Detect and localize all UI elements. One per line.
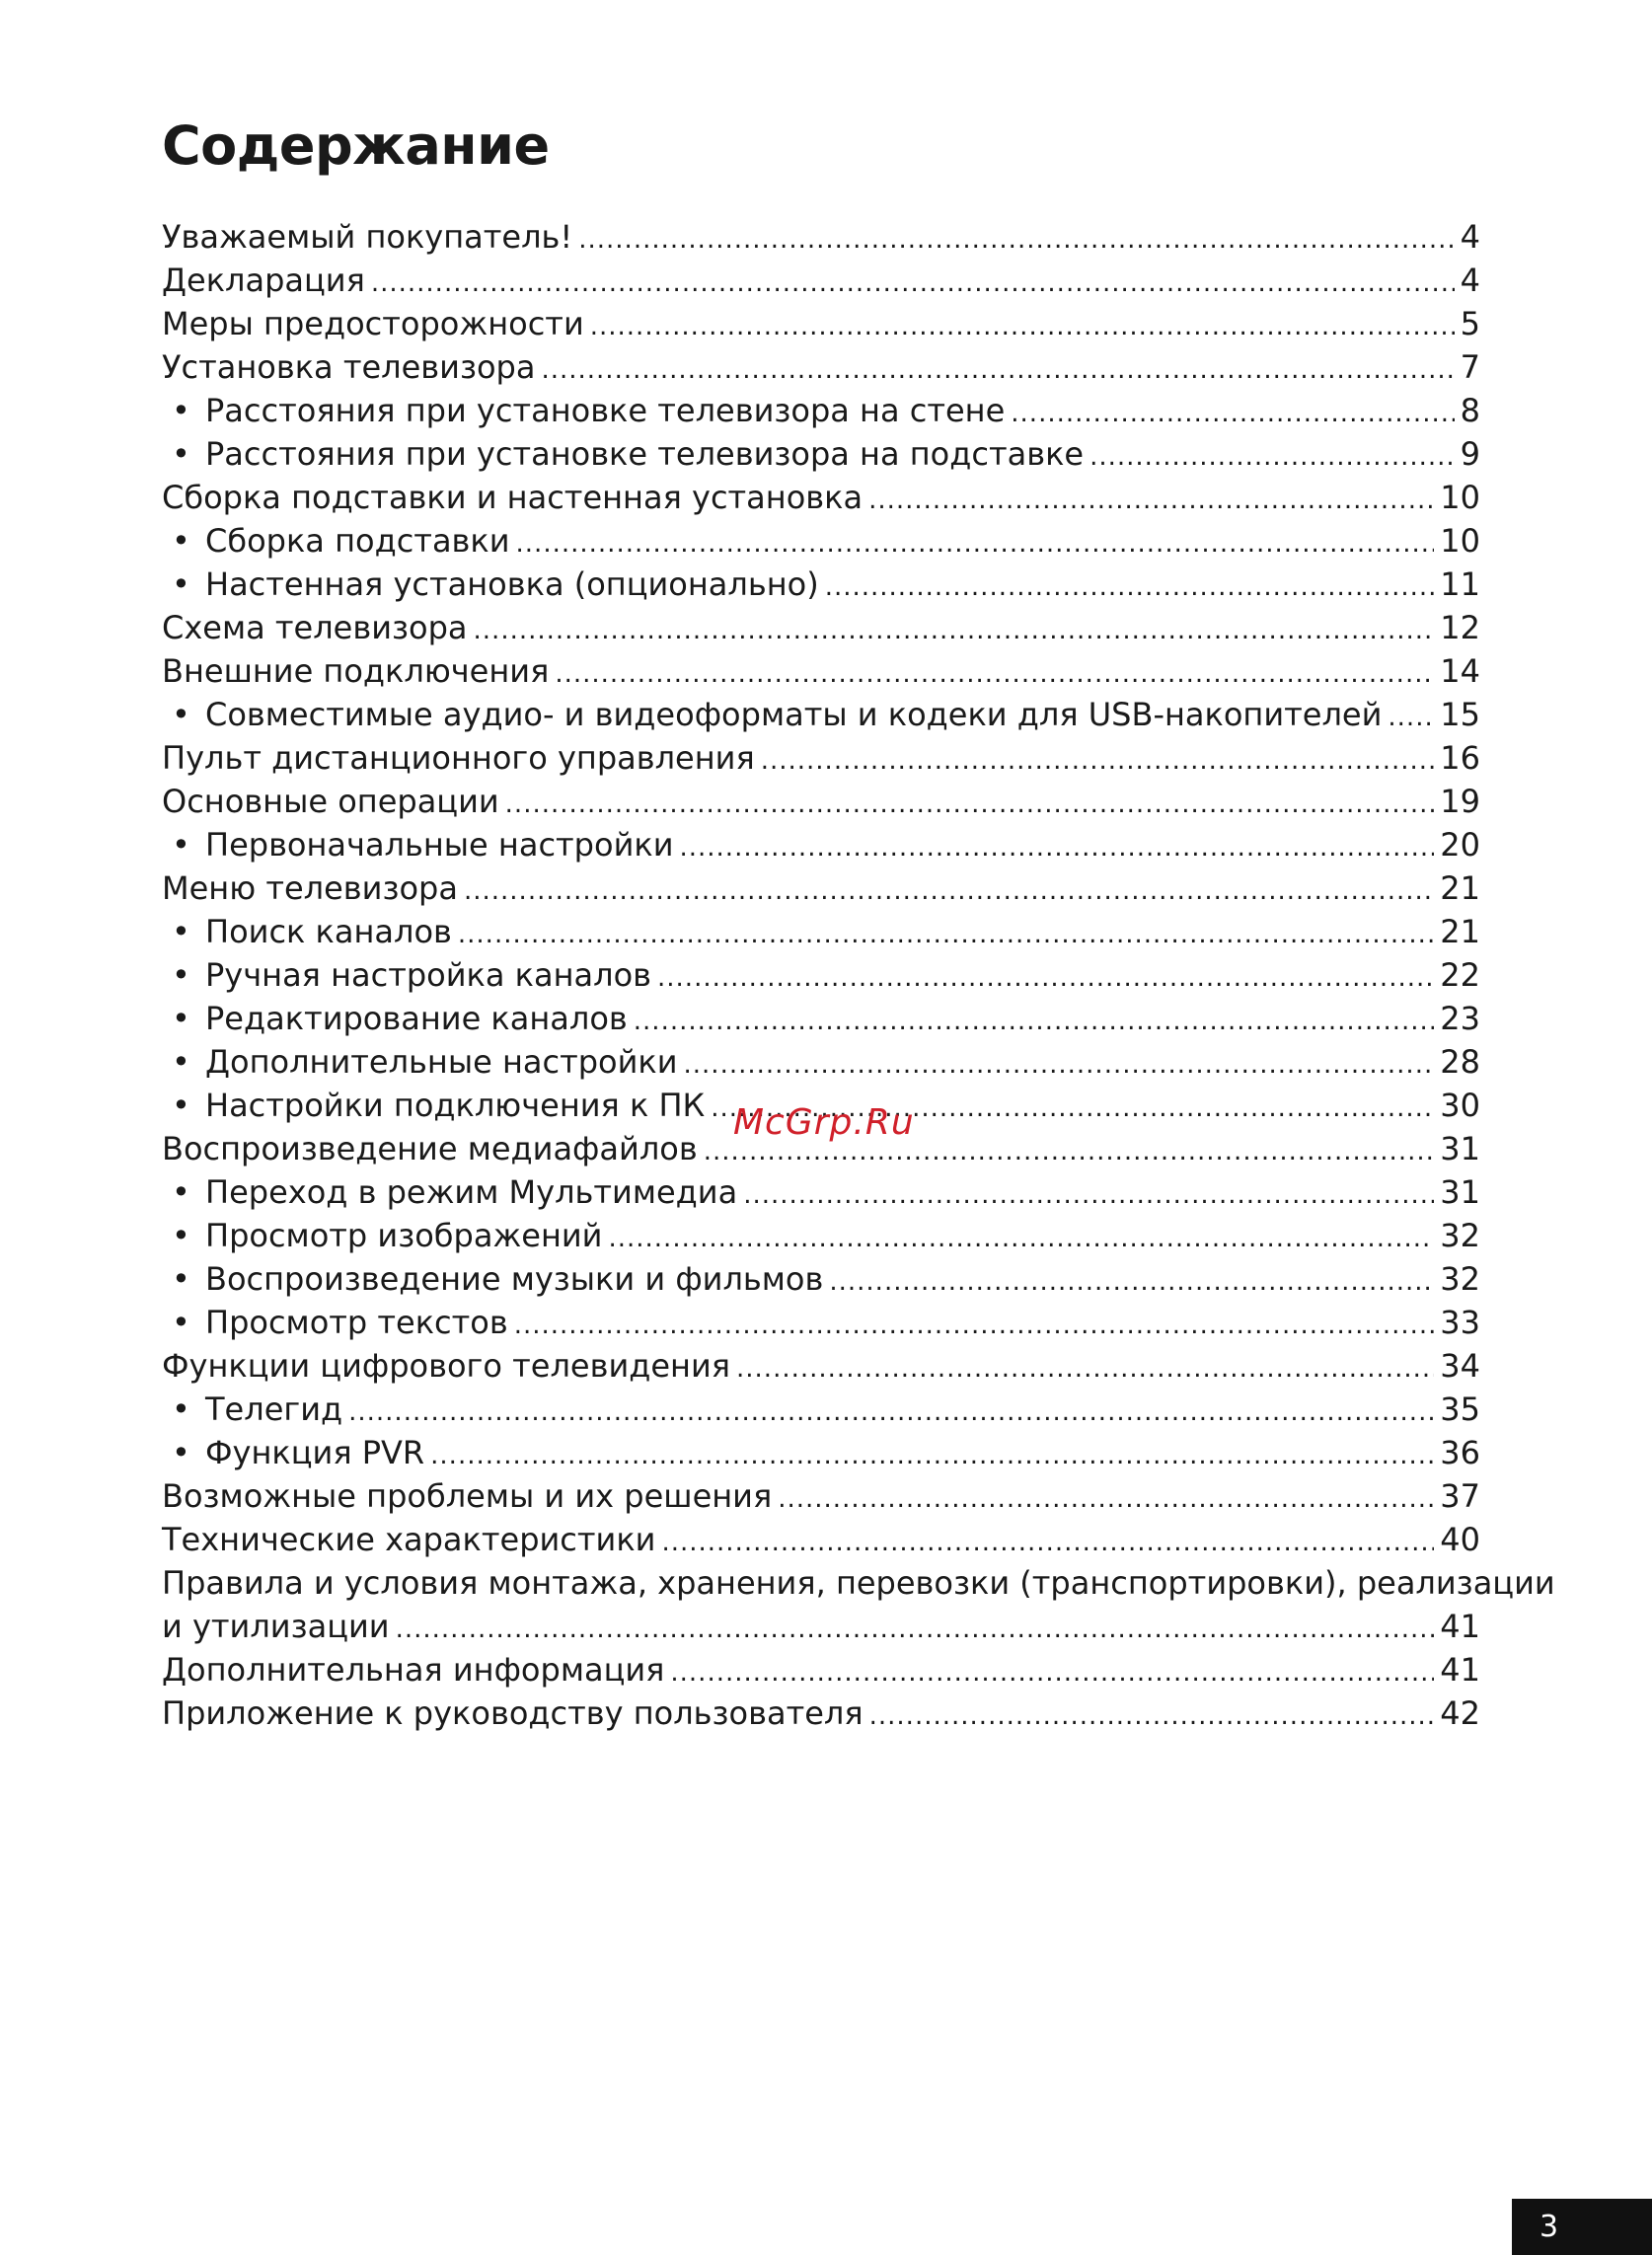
toc-entry[interactable]: [162, 953, 1480, 997]
dot-leader: [736, 1347, 1434, 1391]
toc-entry[interactable]: [162, 649, 1480, 693]
toc-entry-label: [162, 649, 549, 693]
toc-entry-text: Установка телевизора: [162, 348, 536, 386]
toc-entry[interactable]: [162, 1301, 1480, 1344]
toc-entry-page: 9: [1460, 435, 1480, 473]
toc-entry-label: [162, 1474, 772, 1518]
toc-entry-page: 19: [1440, 783, 1480, 820]
toc-entry[interactable]: [162, 1388, 1480, 1431]
toc-entry-text: Уважаемый покупатель!: [162, 218, 573, 256]
bullet-icon: •: [172, 1217, 190, 1254]
toc-entry-label: [162, 1605, 390, 1648]
toc-entry-text: Совместимые аудио- и видеоформаты и кодеки для USB-накопителей: [205, 696, 1383, 733]
toc-entry-page: 14: [1440, 652, 1480, 690]
page-title: Содержание: [162, 114, 550, 177]
toc-entry-page: 4: [1460, 262, 1480, 299]
dot-leader: [679, 826, 1434, 869]
toc-entry-label: [162, 823, 673, 866]
toc-entry-label: [162, 1257, 823, 1301]
toc-entry-text: Просмотр изображений: [205, 1217, 603, 1254]
toc-entry-page: 21: [1440, 913, 1480, 950]
toc-entry-label: [162, 1040, 678, 1084]
toc-entry-page: 32: [1440, 1217, 1480, 1254]
toc-entry-page: 15: [1440, 696, 1480, 733]
toc-entry-text: Ручная настройка каналов: [205, 956, 652, 994]
toc-entry[interactable]: [162, 302, 1480, 345]
toc-entry-page: 22: [1440, 956, 1480, 994]
toc-entry-text: Декларация: [162, 262, 365, 299]
page-number: 3: [1512, 2199, 1652, 2255]
toc-entry-text: Дополнительная информация: [162, 1651, 665, 1689]
dot-leader: [458, 913, 1434, 956]
dot-leader: [541, 348, 1454, 392]
toc-entry-page: 20: [1440, 826, 1480, 864]
toc-entry-text: Настройки подключения к ПК: [205, 1087, 706, 1124]
bullet-icon: •: [172, 1000, 190, 1037]
dot-leader: [464, 869, 1434, 913]
toc-entry-page: 16: [1440, 739, 1480, 777]
toc-entry-label: [162, 1691, 864, 1735]
toc-entry-page: 37: [1440, 1477, 1480, 1515]
toc-entry-text: Меню телевизора: [162, 869, 458, 907]
toc-entry-text: Настенная установка (опционально): [205, 565, 819, 603]
toc-entry[interactable]: [162, 432, 1480, 476]
toc-entry-page: 42: [1440, 1694, 1480, 1732]
toc-entry-page: 40: [1440, 1521, 1480, 1558]
dot-leader: [516, 522, 1435, 565]
toc-entry-text: Меры предосторожности: [162, 305, 584, 342]
toc-entry-page: 12: [1440, 609, 1480, 646]
toc-entry-text: Первоначальные настройки: [205, 826, 674, 864]
dot-leader: [1388, 696, 1434, 739]
toc-entry-page: 10: [1440, 522, 1480, 560]
bullet-icon: •: [172, 435, 190, 473]
toc-entry-label: [162, 1127, 698, 1170]
dot-leader: [743, 1173, 1434, 1217]
toc-entry-page: 7: [1460, 348, 1480, 386]
toc-entry[interactable]: [162, 606, 1480, 649]
bullet-icon: •: [172, 696, 190, 733]
toc-entry-page: 5: [1460, 305, 1480, 342]
toc-entry-page: 41: [1440, 1608, 1480, 1645]
toc-entry[interactable]: [162, 866, 1480, 910]
dot-leader: [1089, 435, 1455, 479]
bullet-icon: •: [172, 826, 190, 864]
toc-entry-text: Сборка подставки: [205, 522, 510, 560]
dot-leader: [555, 652, 1434, 696]
toc-entry[interactable]: [162, 997, 1480, 1040]
toc-entry[interactable]: [162, 1431, 1480, 1474]
bullet-icon: •: [172, 392, 190, 429]
toc-entry[interactable]: [162, 345, 1480, 389]
toc-entry[interactable]: [162, 1691, 1480, 1735]
toc-entry-text: Воспроизведение музыки и фильмов: [205, 1260, 824, 1298]
toc-entry-page: 8: [1460, 392, 1480, 429]
toc-entry[interactable]: [162, 780, 1480, 823]
toc-entry-label: [162, 215, 572, 259]
toc-entry-label: [162, 1214, 602, 1257]
toc-entry-text: Просмотр текстов: [205, 1304, 508, 1341]
toc-entry-label: [162, 866, 458, 910]
bullet-icon: •: [172, 1434, 190, 1471]
toc-entry[interactable]: [162, 823, 1480, 866]
dot-leader: [869, 1694, 1435, 1738]
toc-entry-label: [162, 693, 1382, 736]
toc-entry[interactable]: [162, 215, 1480, 259]
dot-leader: [348, 1391, 1434, 1434]
toc-entry-text: Расстояния при установке телевизора на стене: [205, 392, 1006, 429]
toc-entry-label: [162, 1388, 342, 1431]
toc-entry-label: [162, 606, 468, 649]
toc-entry-wrapped-line1[interactable]: Правила и условия монтажа, хранения, перевозки (транспортировки), реализации: [162, 1564, 1555, 1602]
toc-entry-text: Схема телевизора: [162, 609, 468, 646]
bullet-icon: •: [172, 1304, 190, 1341]
bullet-icon: •: [172, 1087, 190, 1124]
toc-entry-label: [162, 997, 628, 1040]
toc-entry-label: [162, 259, 365, 302]
dot-leader: [670, 1651, 1434, 1694]
toc-entry-label: [162, 1344, 730, 1388]
dot-leader: [1011, 392, 1454, 435]
dot-leader: [657, 956, 1434, 1000]
toc-entry-page: 32: [1440, 1260, 1480, 1298]
toc-entry[interactable]: [162, 1518, 1480, 1561]
toc-entry-page: 33: [1440, 1304, 1480, 1341]
toc-entry-page: 21: [1440, 869, 1480, 907]
toc-entry-label: [162, 1170, 737, 1214]
toc-entry-label: [162, 953, 651, 997]
toc-entry-text: Редактирование каналов: [205, 1000, 628, 1037]
table-of-contents: [162, 215, 1555, 1735]
toc-entry-page: 34: [1440, 1347, 1480, 1385]
toc-entry-text: Воспроизведение медиафайлов: [162, 1130, 698, 1167]
toc-entry[interactable]: [162, 1170, 1480, 1214]
toc-entry[interactable]: [162, 519, 1480, 563]
dot-leader: [371, 262, 1455, 305]
dot-leader: [608, 1217, 1434, 1260]
dot-leader: [590, 305, 1455, 348]
dot-leader: [396, 1608, 1435, 1651]
toc-entry-text: Возможные проблемы и их решения: [162, 1477, 773, 1515]
dot-leader: [514, 1304, 1435, 1347]
toc-entry-page: 30: [1440, 1087, 1480, 1124]
toc-entry[interactable]: [162, 1605, 1480, 1648]
toc-entry-label: [162, 1301, 508, 1344]
toc-entry-label: [162, 302, 584, 345]
dot-leader: [505, 783, 1435, 826]
toc-entry-label: [162, 1431, 424, 1474]
toc-entry-page: 31: [1440, 1130, 1480, 1167]
bullet-icon: •: [172, 956, 190, 994]
toc-entry-label: [162, 1518, 655, 1561]
dot-leader: [661, 1521, 1434, 1564]
toc-entry[interactable]: [162, 1214, 1480, 1257]
toc-entry[interactable]: [162, 693, 1480, 736]
toc-entry-label: [162, 563, 819, 606]
toc-entry[interactable]: [162, 1257, 1480, 1301]
toc-entry-label: [162, 910, 452, 953]
toc-entry-label: [162, 476, 863, 519]
toc-entry-text: Функция PVR: [205, 1434, 425, 1471]
toc-entry-page: 28: [1440, 1043, 1480, 1081]
toc-entry-page: 4: [1460, 218, 1480, 256]
toc-entry-text: Переход в режим Мультимедиа: [205, 1173, 738, 1211]
dot-leader: [868, 479, 1434, 522]
toc-entry[interactable]: [162, 736, 1480, 780]
toc-entry[interactable]: [162, 259, 1480, 302]
toc-entry-page: 41: [1440, 1651, 1480, 1689]
toc-entry[interactable]: [162, 1474, 1480, 1518]
toc-entry-page: 35: [1440, 1391, 1480, 1428]
toc-entry-text: Поиск каналов: [205, 913, 452, 950]
toc-entry-text: Технические характеристики: [162, 1521, 656, 1558]
dot-leader: [430, 1434, 1434, 1477]
toc-entry[interactable]: [162, 910, 1480, 953]
toc-entry[interactable]: [162, 563, 1480, 606]
toc-entry-label: [162, 432, 1084, 476]
toc-entry-text: Приложение к руководству пользователя: [162, 1694, 864, 1732]
watermark: McGrp.Ru: [733, 1102, 915, 1143]
toc-entry-label: [162, 780, 499, 823]
dot-leader: [829, 1260, 1434, 1304]
toc-entry-label: [162, 736, 755, 780]
dot-leader: [761, 739, 1435, 783]
toc-entry-text: Дополнительные настройки: [205, 1043, 678, 1081]
dot-leader: [634, 1000, 1435, 1043]
toc-entry-text: Расстояния при установке телевизора на подставке: [205, 435, 1085, 473]
toc-entry-text: Основные операции: [162, 783, 499, 820]
bullet-icon: •: [172, 565, 190, 603]
toc-entry[interactable]: [162, 1344, 1480, 1388]
bullet-icon: •: [172, 1260, 190, 1298]
toc-entry-label: [162, 1648, 664, 1691]
toc-entry[interactable]: [162, 389, 1480, 432]
dot-leader: [825, 565, 1435, 609]
toc-entry-text: Внешние подключения: [162, 652, 550, 690]
toc-entry[interactable]: [162, 1040, 1480, 1084]
toc-entry-page: 23: [1440, 1000, 1480, 1037]
toc-entry-text: Сборка подставки и настенная установка: [162, 479, 864, 516]
bullet-icon: •: [172, 1391, 190, 1428]
bullet-icon: •: [172, 522, 190, 560]
toc-entry-page: 36: [1440, 1434, 1480, 1471]
bullet-icon: •: [172, 913, 190, 950]
toc-entry[interactable]: [162, 476, 1480, 519]
toc-entry-page: 11: [1440, 565, 1480, 603]
dot-leader: [474, 609, 1435, 652]
toc-entry[interactable]: [162, 1648, 1480, 1691]
toc-entry-text: Пульт дистанционного управления: [162, 739, 755, 777]
dot-leader: [578, 218, 1454, 262]
toc-entry-label: [162, 1084, 705, 1127]
bullet-icon: •: [172, 1043, 190, 1081]
toc-entry-label: [162, 389, 1005, 432]
bullet-icon: •: [172, 1173, 190, 1211]
toc-entry-label: [162, 519, 510, 563]
toc-entry-text: Функции цифрового телевидения: [162, 1347, 731, 1385]
dot-leader: [778, 1477, 1434, 1521]
toc-entry-text: Телегид: [205, 1391, 343, 1428]
toc-entry-label: [162, 345, 535, 389]
toc-entry-text: и утилизации: [162, 1608, 390, 1645]
dot-leader: [684, 1043, 1435, 1087]
toc-entry-page: 31: [1440, 1173, 1480, 1211]
toc-entry-page: 10: [1440, 479, 1480, 516]
